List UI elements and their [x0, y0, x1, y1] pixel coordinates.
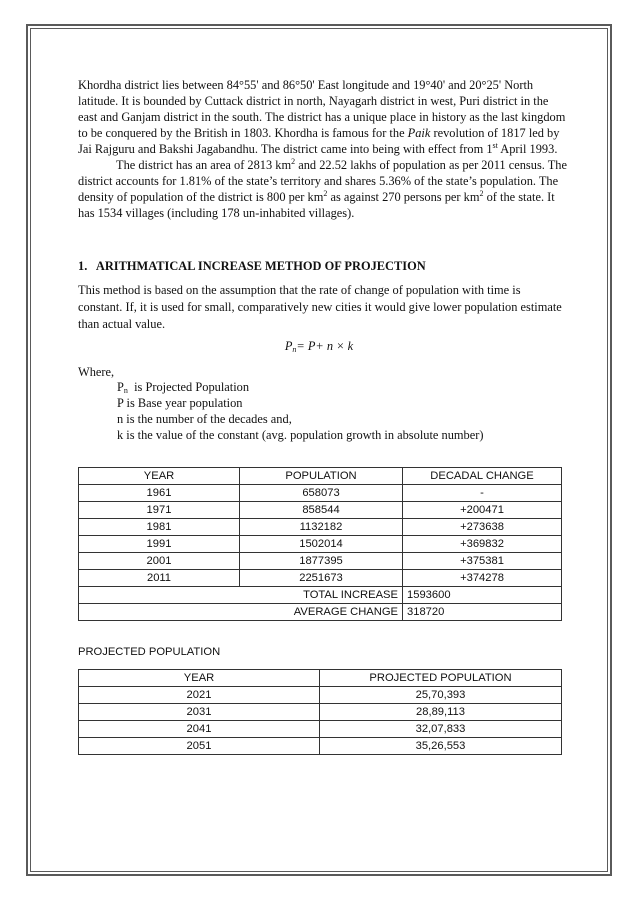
- table-row: [79, 570, 562, 587]
- total-value: 1593600: [403, 587, 562, 604]
- definition-pn: [117, 379, 483, 395]
- paik-term: Paik: [407, 126, 431, 140]
- average-label: AVERAGE CHANGE: [79, 604, 403, 621]
- table-row: [79, 687, 562, 704]
- table-cell: 2031: [79, 704, 320, 721]
- table-cell: 2021: [79, 687, 320, 704]
- projected-population-label: PROJECTED POPULATION: [78, 646, 221, 658]
- table-cell: 2041: [79, 721, 320, 738]
- average-row: [79, 604, 562, 621]
- table-cell: 1877395: [240, 553, 403, 570]
- table-row: [79, 738, 562, 755]
- section-heading: 1. ARITHMATICAL INCREASE METHOD OF PROJECTION: [78, 259, 426, 273]
- def-text: is Projected Population: [127, 380, 250, 394]
- table-row: [79, 536, 562, 553]
- table-row: [79, 721, 562, 738]
- table-row: [79, 519, 562, 536]
- table-cell: 1971: [79, 502, 240, 519]
- intro-text: Khordha district lies between 84°55' and 86°50' East longitude and 19°40' and 20°25' North latitude. It is bounded by Cuttack district in north, Nayagarh district in west, Puri district in the east and Ganjam district in the south. The district has a unique place in history as the last kingdom to be conquered by the British in 1803. Khordha is famous for the: [78, 78, 566, 140]
- table-cell: +369832: [403, 536, 562, 553]
- table-cell: 2011: [79, 570, 240, 587]
- intro-text: The district has an area of 2813 km: [116, 158, 292, 172]
- average-value: 318720: [403, 604, 562, 621]
- def-symbol: P: [117, 380, 124, 394]
- table-header-row: [79, 468, 562, 485]
- table-cell: 25,70,393: [320, 687, 562, 704]
- table-header-row: [79, 670, 562, 687]
- definition-p: P is Base year population: [117, 396, 243, 410]
- header-cell: POPULATION: [240, 468, 403, 485]
- definition-n: n is the number of the decades and,: [117, 412, 292, 426]
- total-row: [79, 587, 562, 604]
- header-cell: PROJECTED POPULATION: [320, 670, 562, 687]
- def-sub: n: [123, 386, 128, 395]
- table-cell: +200471: [403, 502, 562, 519]
- intro-text: of the state. It has 1534 villages (including 178 un-inhabited villages).: [78, 190, 555, 220]
- variable-definitions: [117, 379, 483, 443]
- table-row: [79, 485, 562, 502]
- census-table: [78, 467, 562, 621]
- table-cell: 35,26,553: [320, 738, 562, 755]
- projection-table: [78, 669, 562, 755]
- table-row: [79, 502, 562, 519]
- table-cell: 1991: [79, 536, 240, 553]
- intro-text: April 1993.: [497, 142, 558, 156]
- table-cell: 1981: [79, 519, 240, 536]
- intro-paragraph-1: [78, 77, 568, 157]
- table-cell: +273638: [403, 519, 562, 536]
- ordinal-suffix: st: [492, 141, 498, 150]
- formula-rest: = P+ n × k: [296, 339, 354, 353]
- table-cell: +374278: [403, 570, 562, 587]
- intro-text: and 22.52 lakhs of population as per 2011 census. The district accounts for 1.81% of the state’s territory and shares 5.36% of the state’s population. The density of population of the district is 800 per km: [78, 158, 567, 204]
- superscript: 2: [323, 189, 328, 198]
- header-cell: DECADAL CHANGE: [403, 468, 562, 485]
- table-cell: 858544: [240, 502, 403, 519]
- table-cell: 2251673: [240, 570, 403, 587]
- table-cell: 32,07,833: [320, 721, 562, 738]
- table-cell: +375381: [403, 553, 562, 570]
- table-cell: 2001: [79, 553, 240, 570]
- header-cell: YEAR: [79, 468, 240, 485]
- table-row: [79, 704, 562, 721]
- table-cell: 1502014: [240, 536, 403, 553]
- table-cell: 28,89,113: [320, 704, 562, 721]
- method-description: This method is based on the assumption that the rate of change of population with time is constant. If, it is used for small, comparatively new cities it would give lower population estimate than actual value.: [78, 283, 562, 331]
- table-row: [79, 553, 562, 570]
- formula: [0, 339, 638, 354]
- superscript: 2: [291, 157, 296, 166]
- definition-k: k is the value of the constant (avg. population growth in absolute number): [117, 428, 484, 442]
- table-cell: 1132182: [240, 519, 403, 536]
- table-cell: 658073: [240, 485, 403, 502]
- intro-paragraph-2: [78, 157, 568, 221]
- where-label: Where,: [78, 365, 115, 379]
- formula-p: P: [284, 339, 293, 353]
- table-cell: 2051: [79, 738, 320, 755]
- total-label: TOTAL INCREASE: [79, 587, 403, 604]
- header-cell: YEAR: [79, 670, 320, 687]
- intro-text: revolution of 1817 led by Jai Rajguru and Bakshi Jagabandhu. The district came into being with effect from 1: [78, 126, 560, 156]
- formula-sub: n: [292, 345, 297, 354]
- table-cell: 1961: [79, 485, 240, 502]
- superscript: 2: [479, 189, 484, 198]
- intro-text: as against 270 persons per km: [327, 190, 480, 204]
- table-cell: -: [403, 485, 562, 502]
